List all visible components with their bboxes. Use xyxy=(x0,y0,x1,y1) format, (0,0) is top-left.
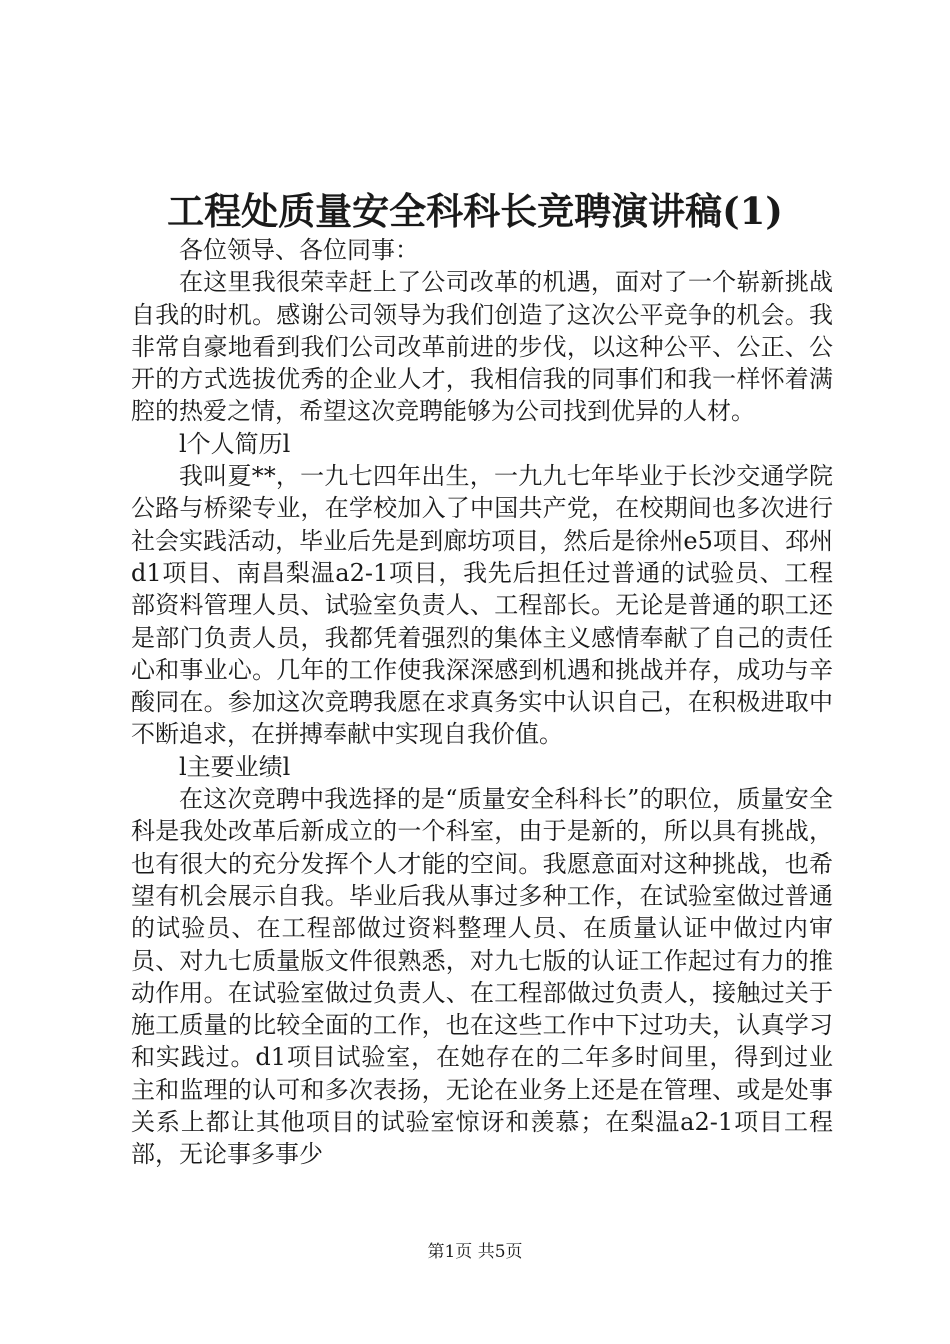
intro-paragraph: 在这里我很荣幸赶上了公司改革的机遇，面对了一个崭新挑战自我的时机。感谢公司领导为我们创造了这次公平竞争的机会。我非常自豪地看到我们公司改革前进的步伐，以这种公平、公正、公开的方式选拔优秀的企业人才，我相信我的同事们和我一样怀着满腔的热爱之情，希望这次竞聘能够为公司找到优异的人材。 xyxy=(131,268,833,426)
resume-paragraph: 我叫夏**，一九七四年出生，一九九七年毕业于长沙交通学院公路与桥梁专业，在学校加入了中国共产党，在校期间也多次进行社会实践活动，毕业后先是到廊坊项目，然后是徐州e5项目、邳州d1项目、南昌梨温a2-1项目，我先后担任过普通的试验员、工程部资料管理人员、试验室负责人、工程部长。无论是普通的职工还是部门负责人员，我都凭着强烈的集体主义感情奉献了自己的责任心和事业心。几年的工作使我深深感到机遇和挑战并存，成功与辛酸同在。参加这次竞聘我愿在求真务实中认识自己，在积极进取中不断追求，在拼搏奉献中实现自我价值。 xyxy=(131,462,833,749)
section-heading-achievements: l主要业绩l xyxy=(179,752,291,781)
page-number-footer: 第1页 共5页 xyxy=(427,1242,523,1262)
document-body xyxy=(131,234,833,1171)
section-heading-resume: l个人简历l xyxy=(179,429,291,458)
document-title: 工程处质量安全科科长竞聘演讲稿(1) xyxy=(167,189,783,233)
salutation-paragraph: 各位领导、各位同事： xyxy=(179,236,419,264)
achievements-paragraph: 在这次竞聘中我选择的是“质量安全科科长”的职位，质量安全科是我处改革后新成立的一个科室，由于是新的，所以具有挑战，也有很大的充分发挥个人才能的空间。我愿意面对这种挑战，也希望有机会展示自我。毕业后我从事过多种工作，在试验室做过普通的试验员、在工程部做过资料整理人员、在质量认证中做过内审员、对九七质量版文件很熟悉，对九七版的认证工作起过有力的推动作用。在试验室做过负责人、在工程部做过负责人，接触过关于施工质量的比较全面的工作，也在这些工作中下过功夫，认真学习和实践过。d1项目试验室，在她存在的二年多时间里，得到过业主和监理的认可和多次表扬，无论在业务上还是在管理、或是处事关系上都让其他项目的试验室惊讶和羡慕；在梨温a2-1项目工程部，无论事多事少 xyxy=(131,785,833,1169)
